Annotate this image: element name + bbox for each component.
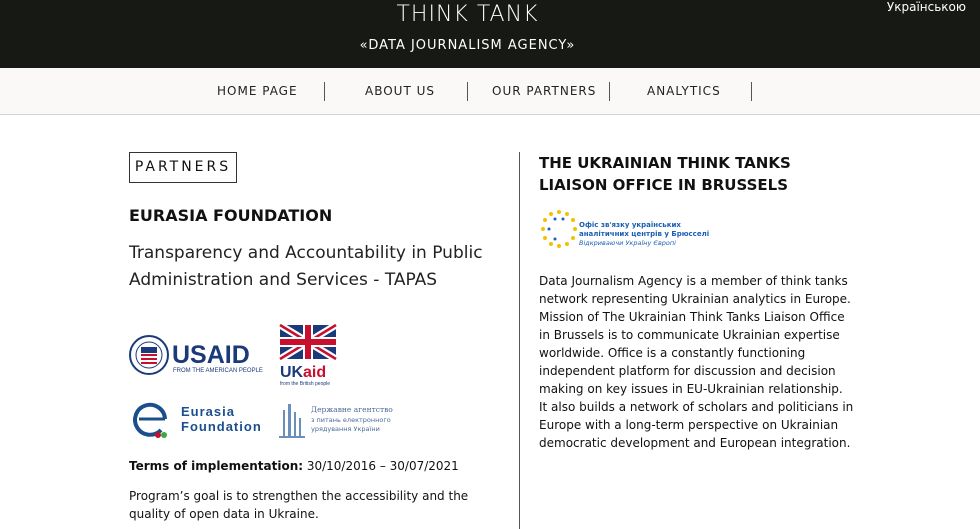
site-subtitle: «DATA JOURNALISM AGENCY» bbox=[359, 38, 576, 53]
svg-text:з питань електронного: з питань електронного bbox=[311, 416, 391, 424]
program-title: Transparency and Accountability in Public Administration and Services - TAPAS bbox=[129, 243, 483, 290]
nav-item-about[interactable]: ABOUT US bbox=[365, 84, 436, 98]
ukaid-logo[interactable] bbox=[272, 317, 344, 391]
svg-text:урядування України: урядування України bbox=[311, 425, 380, 433]
terms-of-implementation bbox=[129, 459, 459, 473]
svg-text:Foundation: Foundation bbox=[181, 419, 262, 434]
svg-text:UK: UK bbox=[280, 364, 304, 381]
svg-text:Відкриваючи Україну Європі: Відкриваючи Україну Європі bbox=[579, 239, 676, 247]
agency-towers-icon bbox=[279, 400, 425, 440]
nav-separator bbox=[609, 82, 610, 101]
nav-separator bbox=[751, 82, 752, 101]
terms-value: 30/10/2016 – 30/07/2021 bbox=[303, 459, 459, 473]
nav-separator bbox=[324, 82, 325, 101]
nav-separator bbox=[467, 82, 468, 101]
svg-text:Офіс зв'язку українських: Офіс зв'язку українських bbox=[579, 221, 681, 229]
egov-agency-logo[interactable] bbox=[279, 400, 425, 440]
main-nav bbox=[0, 68, 980, 115]
svg-text:FROM THE AMERICAN PEOPLE: FROM THE AMERICAN PEOPLE bbox=[173, 368, 263, 374]
nav-item-partners[interactable]: OUR PARTNERS bbox=[492, 84, 597, 98]
eurasia-foundation-logo[interactable] bbox=[131, 395, 271, 445]
brussels-office-title: THE UKRAINIAN THINK TANKS LIAISON OFFICE IN BRUSSELS bbox=[539, 154, 791, 194]
site-header bbox=[0, 0, 980, 68]
section-label-partners: PARTNERS bbox=[129, 152, 237, 183]
svg-text:USAID: USAID bbox=[172, 341, 250, 369]
svg-text:аналітичних центрів у Брюсселі: аналітичних центрів у Брюсселі bbox=[579, 230, 710, 238]
svg-text:Державне агентство: Державне агентство bbox=[311, 405, 393, 414]
nav-item-analytics[interactable]: ANALYTICS bbox=[647, 84, 721, 98]
brussels-office-logo[interactable] bbox=[539, 207, 710, 255]
language-switch-link[interactable]: Українською bbox=[886, 0, 966, 14]
svg-text:aid: aid bbox=[303, 364, 327, 381]
eurasia-e-icon bbox=[131, 395, 271, 445]
usaid-seal-icon bbox=[129, 333, 267, 377]
union-jack-icon bbox=[272, 317, 344, 391]
usaid-logo[interactable] bbox=[129, 333, 267, 377]
eu-stars-icon bbox=[539, 207, 710, 255]
svg-text:from the British people: from the British people bbox=[280, 381, 331, 387]
terms-label: Terms of implementation: bbox=[129, 459, 304, 473]
program-goal: Program’s goal is to strengthen the accessibility and the quality of open data in Ukraine. bbox=[129, 489, 469, 521]
site-title[interactable]: THINK TANK bbox=[396, 2, 539, 27]
svg-text:Eurasia: Eurasia bbox=[181, 404, 235, 419]
partner-org-name: EURASIA FOUNDATION bbox=[129, 206, 333, 225]
column-divider bbox=[519, 152, 520, 529]
brussels-office-description: Data Journalism Agency is a member of think tanks network representing Ukrainian analytics in Europe. Mission of The Ukrainian Think Tanks Liaison Office in Brussels is to communicate Ukrainian expertise worldwide. Office is a constantly functioning independent platform for discussion and decision making on key issues in EU-Ukrainian relationship. It also builds a network of scholars and politicians in Europe with a long-term perspective on Ukrainian democratic development and European integration. bbox=[539, 274, 854, 450]
nav-item-home[interactable]: HOME PAGE bbox=[217, 84, 298, 98]
